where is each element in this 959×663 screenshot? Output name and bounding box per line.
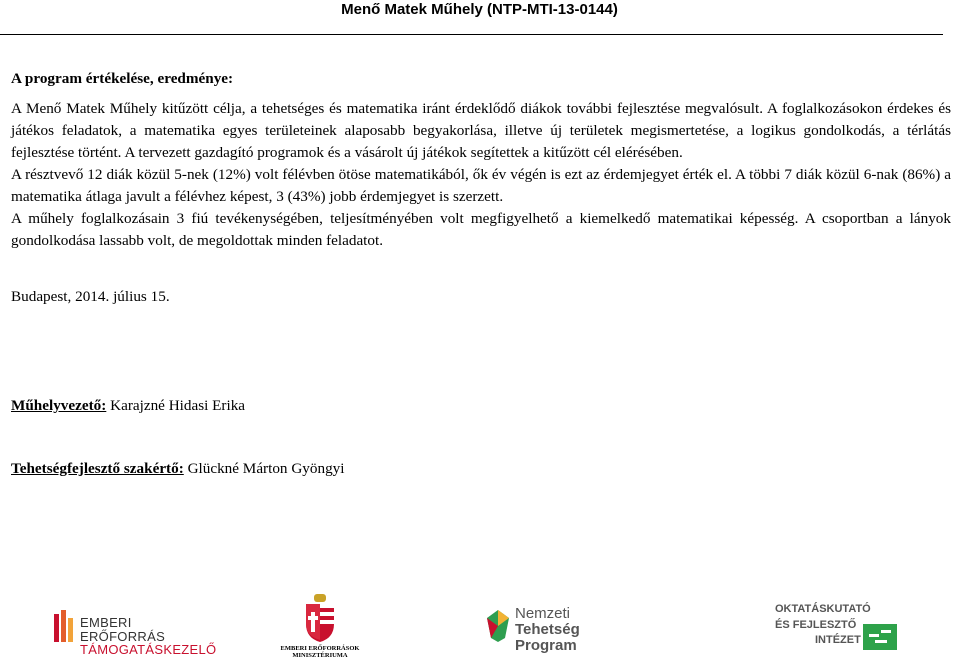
emet-logo (52, 610, 217, 658)
paragraph-results: A résztvevő 12 diák közül 5-nek (12%) volt félévben ötöse matematikából, ők év végén is ezt az érdemjegyet érték el. A többi 7 diák közül 6-nak (86%) a matematika átlaga javult a félévhez képest, 3 (43%) jobb érdemjegyet is szerzett. (11, 166, 951, 205)
ministry-line1: EMBERI ERŐFORRÁSOK (280, 645, 360, 652)
header-divider (0, 34, 943, 35)
ministry-logo (275, 594, 365, 663)
paragraph-goals: A Menő Matek Műhely kitűzött célja, a tehetséges és matematika iránt érdeklődő diákok további fejlesztése megvalósult. A foglalkozásokon érdekes és játékos feladatok, a matematika egyes területeinek alaposabb begyakorlása, illetve új területek megismertetése, a logikus gondolkodás, a térlátás fejlesztése történt. A tervezett gazdagító programok és a vásárolt új játékok segítettek a kitűzött cél elérésében. (11, 100, 951, 161)
ministry-line2: MINISZTÉRIUMA (292, 651, 348, 659)
leader-name: Karajzné Hidasi Erika (110, 397, 246, 414)
ofi-emblem-icon (863, 624, 897, 650)
ntp-line2: Tehetség Program (515, 620, 580, 654)
document-body (11, 68, 951, 308)
ntp-emblem-icon (485, 608, 511, 644)
page-header-title: Menő Matek Műhely (NTP-MTI-13-0144) (341, 1, 618, 18)
signature-leader (11, 397, 245, 415)
emet-emblem-icon (52, 610, 74, 646)
ofi-logo (775, 604, 905, 654)
footer-logo-strip (0, 592, 959, 663)
leader-label: Műhelyvezető: (11, 397, 107, 414)
ntp-line1: Nemzeti (515, 605, 571, 622)
ofi-line3: INTÉZET (815, 634, 861, 647)
ofi-line2: ÉS FEJLESZTŐ (775, 618, 857, 631)
expert-label: Tehetségfejlesztő szakértő: (11, 460, 184, 477)
section-title: A program értékelése, eredménye: (11, 70, 234, 87)
emet-line2: TÁMOGATÁSKEZELŐ (80, 642, 217, 658)
emet-line1: EMBERI ERŐFORRÁS (80, 615, 166, 644)
hungarian-crest-icon (304, 594, 336, 642)
place-date: Budapest, 2014. július 15. (11, 288, 170, 305)
ntp-logo (485, 605, 645, 654)
paragraph-observations: A műhely foglalkozásain 3 fiú tevékenységében, teljesítményében volt megfigyelhető a kiemelkedő matematikai képesség. A csoportban a lányok gondolkodása lassabb volt, de megoldottak minden feladatot. (11, 210, 951, 249)
expert-name: Glückné Márton Gyöngyi (187, 460, 345, 477)
ofi-line1: OKTATÁSKUTATÓ (775, 603, 871, 615)
signature-expert (11, 460, 344, 478)
